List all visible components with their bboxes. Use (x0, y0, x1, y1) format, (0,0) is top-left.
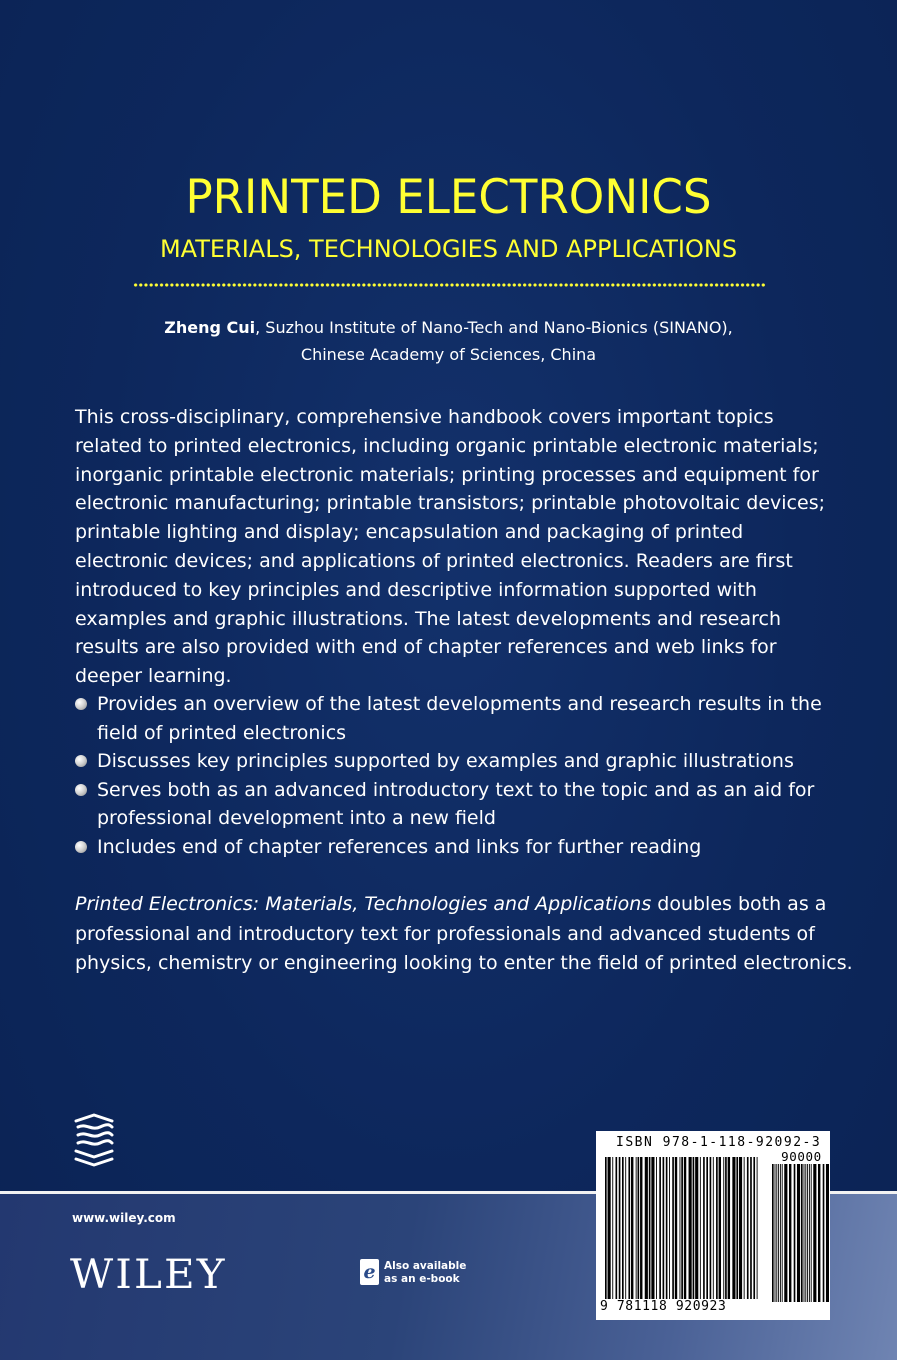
barcode-bar (681, 1157, 683, 1302)
barcode-bar (776, 1164, 777, 1302)
barcode-bar (778, 1164, 779, 1302)
barcode-bar (823, 1164, 825, 1302)
barcode-bar (638, 1157, 640, 1302)
barcode-bar (801, 1164, 803, 1302)
list-item: Includes end of chapter references and links for further reading (75, 833, 845, 862)
barcode-bar (750, 1157, 752, 1302)
author-affiliation-line2: Chinese Academy of Sciences, China (300, 345, 597, 364)
barcode-bar (736, 1157, 738, 1302)
barcode-bar (728, 1157, 730, 1302)
bullet-icon (75, 698, 87, 710)
barcode-bar (716, 1157, 718, 1302)
barcode-bar (619, 1157, 621, 1302)
barcode-bar (784, 1164, 787, 1302)
barcode-bar (700, 1157, 701, 1302)
barcode-bar (818, 1164, 820, 1302)
barcode-bar (669, 1157, 670, 1302)
ebook-availability: Also available as an e-book (384, 1260, 467, 1285)
barcode-bar (719, 1157, 721, 1302)
barcode-bar (672, 1157, 674, 1302)
publisher-url: www.wiley.com (72, 1211, 176, 1225)
barcode-bar (656, 1157, 657, 1302)
barcode-bar (780, 1164, 781, 1302)
author-affiliation: , Suzhou Institute of Nano-Tech and Nano-Bionics (SINANO), (255, 318, 733, 337)
barcode-bar (666, 1157, 668, 1302)
barcode-bar (636, 1157, 637, 1302)
barcode-bar (775, 1164, 776, 1302)
barcode (596, 1131, 830, 1320)
barcode-bar (703, 1157, 705, 1302)
barcode-bar (616, 1157, 618, 1302)
barcode-bar (605, 1157, 607, 1302)
ean13-bars (604, 1157, 759, 1302)
isbn-label: ISBN 978-1-118-92092-3 (616, 1135, 822, 1150)
bullet-icon (75, 784, 87, 796)
barcode-bar (782, 1164, 783, 1302)
barcode-bar (612, 1157, 613, 1302)
barcode-bar (710, 1157, 712, 1302)
wiley-book-mark-icon (72, 1113, 116, 1169)
bullet-icon (75, 841, 87, 853)
barcode-bar (725, 1157, 727, 1302)
ean-digits: 9 781118 920923 (600, 1299, 760, 1314)
list-item: Provides an overview of the latest developments and research results in the field of printed electronics (75, 690, 845, 747)
barcode-bar (826, 1164, 829, 1302)
barcode-bar (663, 1157, 665, 1302)
price-code: 90000 (781, 1149, 822, 1164)
barcode-bar (659, 1157, 661, 1302)
barcode-bar (675, 1157, 677, 1302)
barcode-bar (804, 1164, 805, 1302)
barcode-bar (772, 1164, 774, 1302)
feature-list (75, 690, 845, 861)
barcode-bar (608, 1157, 611, 1302)
barcode-bar (706, 1157, 708, 1302)
barcode-bar (640, 1157, 642, 1302)
list-item: Discusses key principles supported by examples and graphic illustrations (75, 747, 845, 776)
barcode-bar (645, 1157, 648, 1302)
barcode-bar (631, 1157, 633, 1302)
barcode-bar (797, 1164, 800, 1302)
barcode-bar (684, 1157, 686, 1302)
barcode-bar (628, 1157, 630, 1302)
barcode-bar (757, 1157, 758, 1302)
barcode-bar (813, 1164, 816, 1302)
barcode-bar (747, 1157, 749, 1302)
author-block (0, 314, 897, 368)
barcode-bar (723, 1157, 724, 1302)
list-item: Serves both as an advanced introductory text to the topic and as an aid for professional development into a new field (75, 776, 845, 833)
barcode-bar (693, 1157, 695, 1302)
barcode-bar (789, 1164, 791, 1302)
author-name: Zheng Cui (164, 318, 256, 337)
barcode-bar (695, 1157, 698, 1302)
bullet-icon (75, 755, 87, 767)
barcode-bar (689, 1157, 692, 1302)
closing-book-title: Printed Electronics: Materials, Technologies and Applications (75, 893, 652, 915)
ebook-icon: e (360, 1259, 379, 1285)
barcode-bar (739, 1157, 742, 1302)
barcode-bar (744, 1157, 745, 1302)
barcode-bar (807, 1164, 808, 1302)
barcode-bar (732, 1157, 735, 1302)
barcode-bar (805, 1164, 806, 1302)
book-title: PRINTED ELECTRONICS (185, 170, 712, 225)
closing-text: doubles both as a professional and introductory text for professionals and advanced students of physics, chemistry or engineering looking to enter the field of printed electronics. (75, 893, 853, 974)
price-code-bars (771, 1164, 829, 1302)
barcode-bar (713, 1157, 714, 1302)
barcode-bar (622, 1157, 624, 1302)
barcode-bar (680, 1157, 681, 1302)
barcode-bar (651, 1157, 654, 1302)
wiley-logo: WILEY (70, 1252, 227, 1298)
barcode-bar (809, 1164, 810, 1302)
book-subtitle: MATERIALS, TECHNOLOGIES AND APPLICATIONS (159, 235, 738, 263)
barcode-bar (649, 1157, 651, 1302)
barcode-bar (794, 1164, 796, 1302)
closing-paragraph (75, 890, 855, 979)
barcode-bar (811, 1164, 812, 1302)
dotted-divider (133, 282, 765, 288)
book-description: This cross-disciplinary, comprehensive handbook covers important topics related to printed electronics, including organic printable electronic materials; inorganic printable electronic materials; printing processes and equipment for electronic manufacturing; printable transistors; printable photovoltaic devices; printable lighting and display; encapsulation and packaging of printed electronic devices; and applications of printed electronics. Readers are first introduced to key principles and descriptive information supported with examples and graphic illustrations. The latest developments and research results are also provided with end of chapter references and web links for deeper learning. (75, 406, 825, 688)
barcode-bar (753, 1157, 755, 1302)
barcode-bar (625, 1157, 626, 1302)
